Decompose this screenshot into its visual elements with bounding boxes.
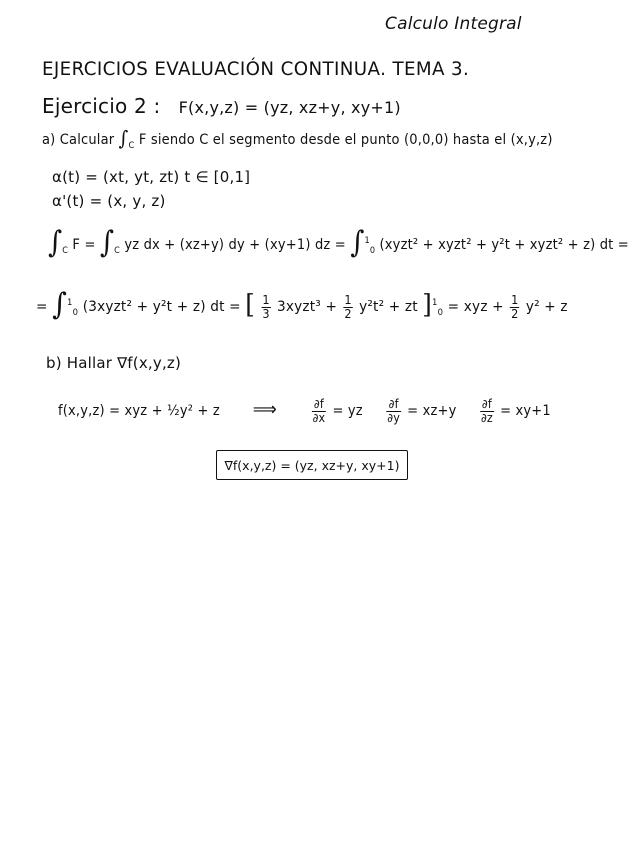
integral-sub: C <box>114 245 120 256</box>
integral-upper-limit: 1 <box>364 236 370 247</box>
part-a-statement <box>42 126 553 151</box>
potential-function: f(x,y,z) = xyz + ½y² + z <box>58 403 220 420</box>
fraction: $\frac{1}{2}$ <box>344 292 352 321</box>
integral-lower-limit: 0 <box>72 307 79 318</box>
partial-z-value: = xy+1 <box>500 403 551 420</box>
integral-term: yz dx + (xz+y) dy + (xy+1) dz = <box>124 237 346 253</box>
part-a-prefix: a) Calcular <box>42 132 115 148</box>
part-b-statement: b) Hallar ∇f(x,y,z) <box>46 354 182 372</box>
eval-lower-limit: 0 <box>437 307 444 318</box>
part-a-rest: F siendo C el segmento desde el punto (0,0,0) hasta el (x,y,z) <box>138 132 553 148</box>
gradient-result-box: ∇f(x,y,z) = (yz, xz+y, xy+1) <box>216 450 408 480</box>
equals-sign: = <box>36 299 48 315</box>
exercise-label: Ejercicio 2 : <box>42 94 161 118</box>
partial-y: $\frac{\partial f}{\partial y}$ <box>387 397 401 425</box>
integral-symbol: ∫ <box>48 225 63 260</box>
antiderivative-term: y²t² + zt <box>359 299 418 315</box>
result-term: = xyz + <box>447 299 504 315</box>
parametrization: α(t) = (xt, yt, zt) t ∈ [0,1] <box>52 168 251 186</box>
partial-x: $\frac{\partial f}{\partial x}$ <box>312 397 326 425</box>
integral-term: F = <box>72 237 96 253</box>
line-integral-sub: C <box>128 140 135 151</box>
integral-lower-limit: 0 <box>369 245 376 256</box>
implies-arrow: ⟹ <box>252 399 277 421</box>
integral-term: (3xyzt² + y²t + z) dt = <box>82 299 241 315</box>
fraction: $\frac{1}{2}$ <box>511 292 519 321</box>
antiderivative-term: 3xyzt³ + <box>277 299 338 315</box>
potential-derivatives <box>58 398 551 424</box>
integral-expansion-line1 <box>48 225 629 260</box>
integral-term: (xyzt² + xyzt² + y²t + xyzt² + z) dt = <box>379 237 629 253</box>
integral-symbol: ∫ <box>350 225 365 260</box>
bracket-close: ] <box>422 290 432 320</box>
result-term: y² + z <box>525 299 568 315</box>
partial-x-value: = yz <box>332 403 363 420</box>
exercise-heading <box>42 94 401 118</box>
line-integral-symbol: ∫ <box>118 126 129 150</box>
fraction: $\frac{1}{3}$ <box>262 292 270 321</box>
integral-symbol: ∫ <box>52 287 68 322</box>
bracket-open: [ <box>245 290 255 320</box>
partial-z: $\frac{\partial f}{\partial z}$ <box>480 397 493 425</box>
integral-symbol: ∫ <box>99 225 115 260</box>
parametrization-derivative: α'(t) = (x, y, z) <box>52 192 166 210</box>
partial-y-value: = xz+y <box>407 403 457 420</box>
page-title: EJERCICIOS EVALUACIÓN CONTINUA. TEMA 3. <box>42 58 470 80</box>
integral-sub: C <box>62 245 69 256</box>
course-title: Calculo Integral <box>385 14 522 34</box>
integral-upper-limit: 1 <box>67 298 73 309</box>
eval-upper-limit: 1 <box>431 298 438 309</box>
vector-field: F(x,y,z) = (yz, xz+y, xy+1) <box>178 98 401 117</box>
integral-expansion-line2 <box>36 287 568 322</box>
